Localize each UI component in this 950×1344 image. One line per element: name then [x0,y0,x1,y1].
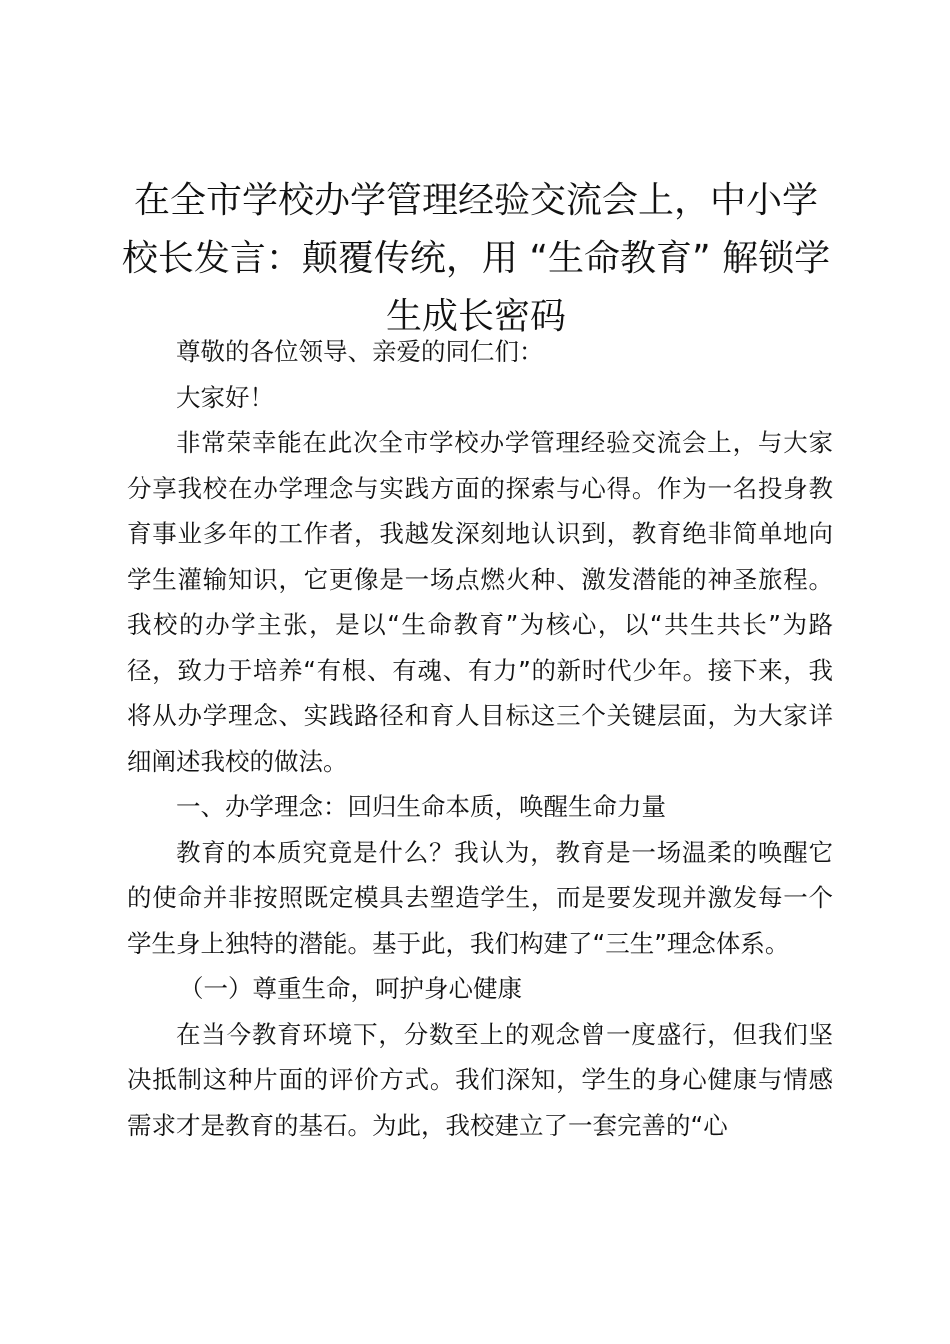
section-paragraph: 教育的本质究竟是什么？我认为，教育是一场温柔的唤醒它的使命并非按照既定模具去塑造学生，而是要发现并激发每一个学生身上独特的潜能。基于此，我们构建了“三生”理念体系。 [127,837,833,958]
subsection-heading: （一）尊重生命，呵护身心健康 [179,974,522,1003]
subsection-paragraph: 在当今教育环境下，分数至上的观念曾一度盛行，但我们坚决抵制这种片面的评价方式。我们深知，学生的身心健康与情感需求才是教育的基石。为此，我校建立了一套完善的“心 [127,1019,833,1140]
greeting: 大家好！ [176,382,274,412]
document-title: 在全市学校办学管理经验交流会上，中小学校长发言：颠覆传统，用 “生命教育” 解锁学生成长密码 [121,180,831,337]
section-heading: 一、办学理念：回归生命本质，唤醒生命力量 [176,792,666,821]
intro-paragraph: 非常荣幸能在此次全市学校办学管理经验交流会上，与大家分享我校在办学理念与实践方面的探索与心得。作为一名投身教育事业多年的工作者，我越发深刻地认识到，教育绝非简单地向学生灌输知识，它更像是一场点燃火种、激发潜能的神圣旅程。我校的办学主张，是以“生命教育”为核心，以“共生共长”为路径，致力于培养“有根、有魂、有力”的新时代少年。接下来，我将从办学理念、实践路径和育人目标这三个关键层面，为大家详细阐述我校的做法。 [127,428,833,776]
document-body [127,329,833,1148]
salutation: 尊敬的各位领导、亲爱的同仁们： [176,337,544,366]
